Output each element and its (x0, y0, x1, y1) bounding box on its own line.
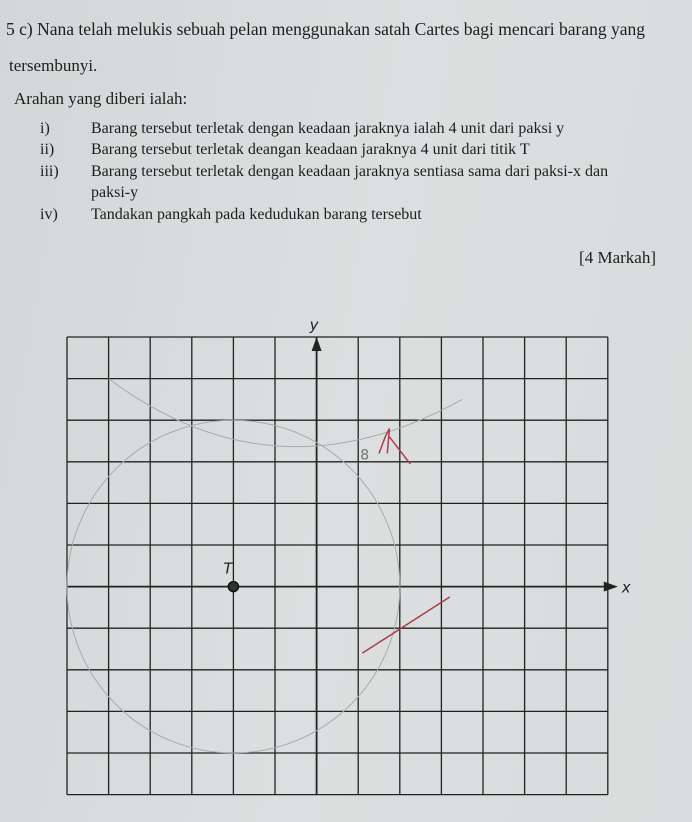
item-number: i) (40, 120, 50, 137)
instruction-item: Tandakan pangkah pada kedudukan barang tersebut (91, 206, 422, 223)
question-text-line1: 5 c) Nana telah melukis sebuah pelan menggunakan satah Cartes bagi mencari barang yang (6, 19, 645, 39)
instruction-item-continued: paksi-y (91, 184, 139, 201)
marks-label: [4 Markah] (579, 248, 656, 267)
item-number: ii) (40, 141, 55, 158)
x-axis-label: x (621, 578, 631, 597)
instructions-heading: Arahan yang diberi ialah: (14, 89, 188, 108)
red-tick-icon (379, 429, 410, 464)
item-number: iii) (40, 163, 59, 180)
instruction-item: Barang tersebut terletak deangan keadaan jaraknya 4 unit dari titik T (91, 141, 530, 158)
instruction-item: Barang tersebut terletak dengan keadaan jaraknya ialah 4 unit dari paksi y (91, 120, 565, 137)
x-axis-arrow-icon (604, 582, 618, 592)
point-t-label: T (223, 559, 233, 578)
red-cross-line (362, 597, 449, 653)
grid-lines (67, 337, 608, 795)
y-axis-arrow-icon (312, 337, 322, 351)
question-text-line2: tersembunyi. (9, 56, 98, 75)
instruction-item: Barang tersebut terletak dengan keadaan jaraknya sentiasa sama dari paksi-x dan (91, 163, 609, 180)
y-axis-label: y (309, 316, 319, 334)
item-number: iv) (40, 206, 58, 223)
point-t (228, 582, 238, 592)
handwritten-mark: 8 (360, 447, 370, 464)
